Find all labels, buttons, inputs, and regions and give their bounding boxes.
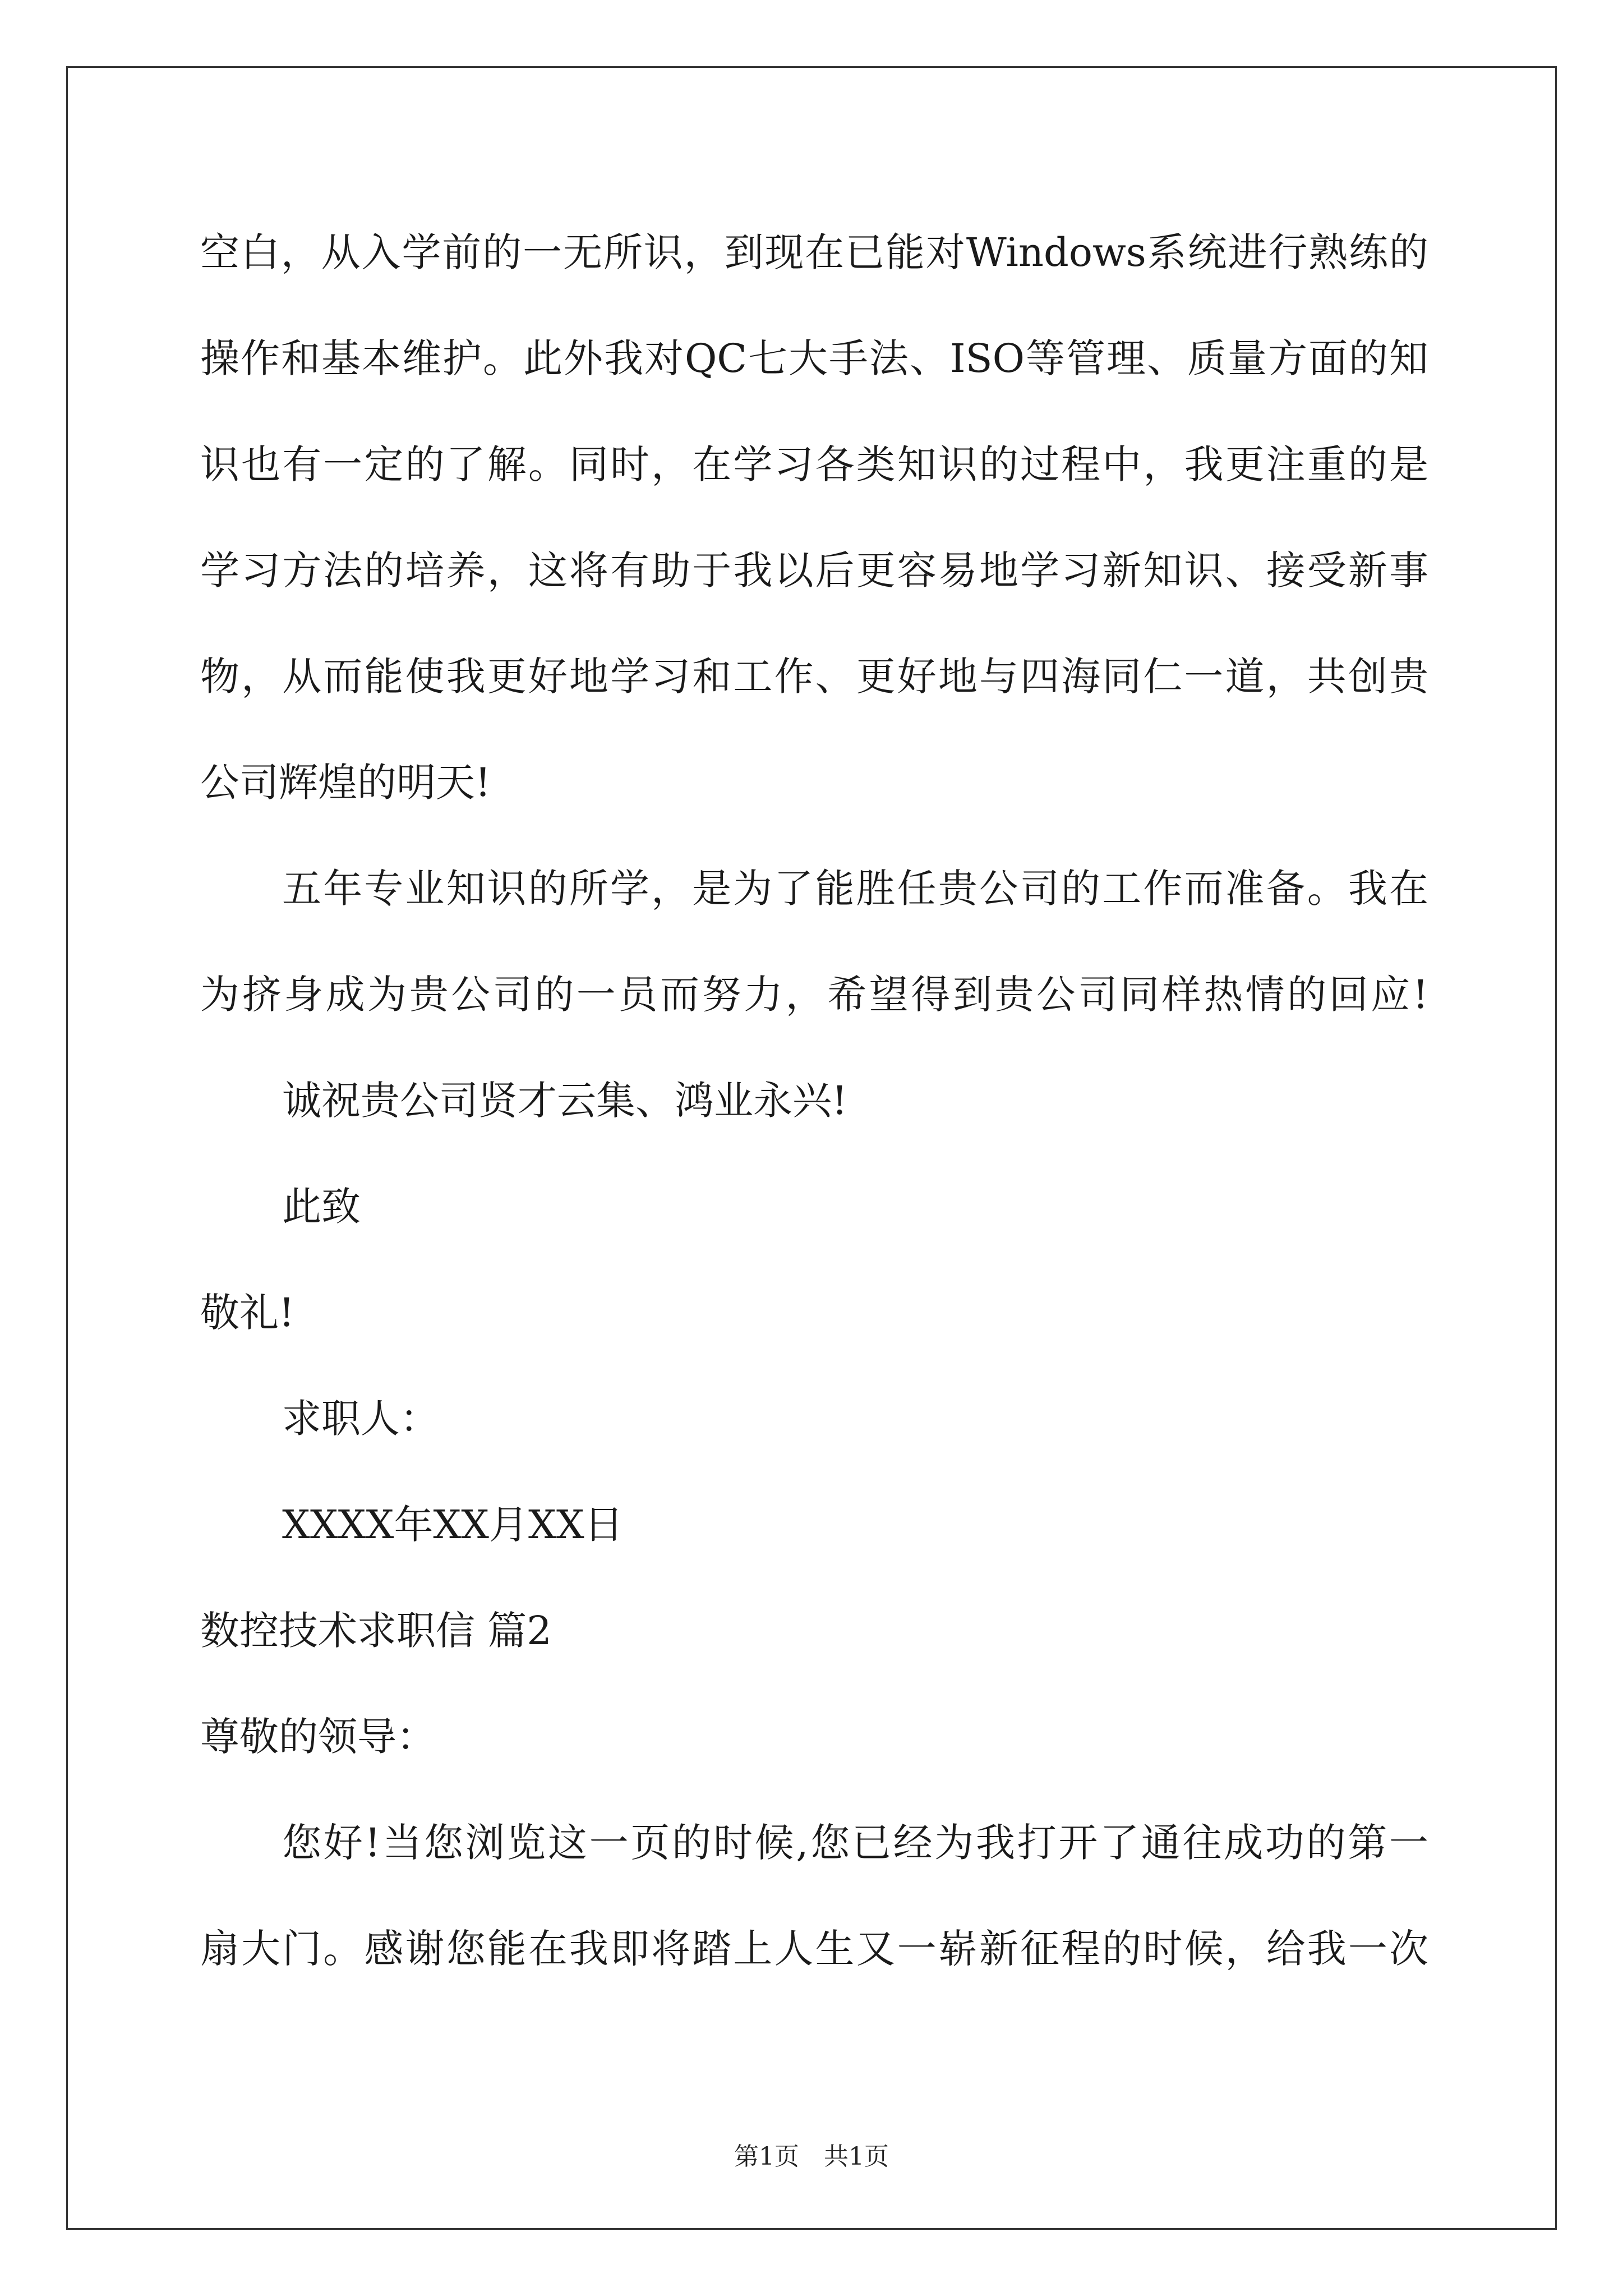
paragraph-line-7: 五年专业知识的所学，是为了能胜任贵公司的工作而准备。我在: [282, 866, 1428, 912]
document-body: [200, 222, 1428, 2024]
text-line-5: 物，从而能使我更好地学习和工作、更好地与四海同仁一道，共创贵: [200, 654, 1428, 700]
text-line-17: 扇大门。感谢您能在我即将踏上人生又一崭新征程的时候，给我一次: [200, 1926, 1428, 1972]
blessing-line: 诚祝贵公司贤才云集、鸿业永兴!: [282, 1078, 848, 1124]
text-line-1: 空白，从入学前的一无所识，到现在已能对Windows系统进行熟练的: [200, 229, 1428, 275]
closing-line: 此致: [282, 1184, 361, 1230]
salutation-line: 尊敬的领导：: [200, 1714, 436, 1760]
text-line-4: 学习方法的培养，这将有助于我以后更容易地学习新知识、接受新事: [200, 547, 1428, 593]
section-heading: 数控技术求职信 篇2: [200, 1608, 552, 1654]
salute-line: 敬礼!: [200, 1290, 295, 1336]
date-line: XXXX年XX月XX日: [282, 1502, 624, 1548]
text-line-2: 操作和基本维护。此外我对QC七大手法、ISO等管理、质量方面的知: [200, 335, 1428, 381]
applicant-line: 求职人：: [282, 1396, 439, 1442]
paragraph-line-16: 您好!当您浏览这一页的时候,您已经为我打开了通往成功的第一: [282, 1820, 1428, 1866]
text-line-6: 公司辉煌的明天!: [200, 760, 491, 806]
text-line-3: 识也有一定的了解。同时，在学习各类知识的过程中，我更注重的是: [200, 441, 1428, 487]
page-footer: 第1页 共1页: [734, 2142, 889, 2171]
text-line-8: 为挤身成为贵公司的一员而努力，希望得到贵公司同样热情的回应!: [200, 972, 1428, 1018]
